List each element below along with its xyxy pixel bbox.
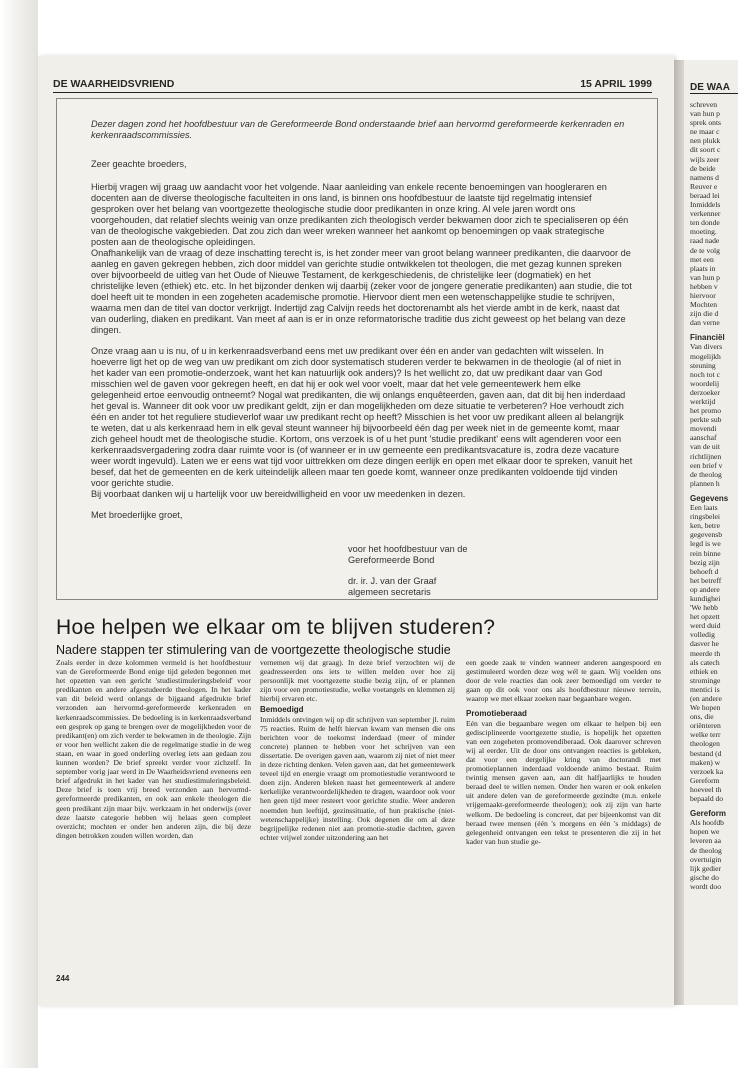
article-column-3: [466, 658, 661, 958]
next-page-line: ethiek en: [690, 666, 718, 676]
letter-greeting: Zeer geachte broeders,: [91, 159, 187, 169]
next-page-line: als catech: [690, 657, 720, 667]
next-page-line: moeting.: [690, 227, 717, 237]
next-page-line: van hun p: [690, 272, 720, 282]
next-page-line: 'We hebb: [690, 603, 718, 613]
article-title: Hoe helpen we elkaar om te blijven studeren?: [56, 616, 496, 639]
next-page-line: leveren aa: [690, 836, 721, 846]
next-page-line: strominge: [690, 675, 721, 685]
next-page-text: [690, 100, 738, 891]
next-page-line: (en andere: [690, 694, 722, 703]
article-column-1: [56, 658, 251, 958]
section-heading: Bemoedigd: [260, 705, 304, 715]
next-page-line: gegevensb: [690, 530, 723, 540]
next-page-line: verzoek ka: [690, 766, 724, 776]
next-page-line: mentici is: [690, 684, 720, 694]
letter-paragraph: Onze vraag aan u is nu, of u in kerkenraadsverband eens met uw predikant over één en ander van gedachten wilt wisselen. In hoeverre ligt het op de weg van uw predikant om zich door systematisch studeren verder te bekwamen in de theologie (al of niet in het kader van een promotie-onderzoek, want het kan natuurlijk ook anders)? Is het wellicht zo, dat uw predikant daar van God misschien wel de gaven voor gekregen heeft, en dat hij er ook wel voor voelt, maar dat het vele gemeentewerk hem elke gelegenheid ertoe eenvoudig ontneemt? Nogal wat predikanten, die wij onlangs enquêteerden, gaven aan, dat dit bij hen inderdaad het geval is. Wanneer dit ook voor uw predikant geldt, zijn er dan mogelijkheden om deze situatie te verbeteren? Hoe verhoudt zich één en ander tot het reguliere studieverlof waar uw predikant recht op heeft? Misschien is het voor uw predikant alleen al belangrijk te weten, dat u als kerkenraad hem in elk geval steunt wanneer hij bijvoorbeeld één dag per week niet in de gemeente komt, maar zich geheel houdt met de theologische studie. Kortom, ons verzoek is of u het punt 'studie predikant' eens wilt agenderen voor een kerkenraadsvergadering zodra daar ruimte voor is (of wanneer er in uw gemeente een predikantsvacature is, zodra deze vacature weer wordt ingevuld). Laten we er eens wat tijd voor uittrekken om deze dingen eerlijk en open met elkaar door te spreken, vanuit het besef, dat het de gemeenten en de kerk uiteindelijk alleen maar ten goede komt, wanneer onze predikanten voldoende tijd vinden voor gerichte studie.: [91, 346, 633, 488]
page-number: 244: [56, 974, 70, 983]
next-page-line: ken, betre: [690, 521, 720, 531]
next-page-heading: Financiël: [690, 333, 725, 343]
next-page-line: Een laats: [690, 503, 718, 513]
next-page-line: hoeveel th: [690, 784, 722, 794]
next-page-line: op andere: [690, 584, 720, 594]
next-page-line: ringsbelei: [690, 512, 720, 522]
next-page-line: rein binne: [690, 548, 721, 558]
next-page-line: Van divers: [690, 342, 723, 352]
next-page-line: We hopen: [690, 703, 721, 713]
next-page-line: hebben v: [690, 281, 718, 291]
section-heading: Promotieberaad: [466, 709, 527, 719]
next-page-line: de theolog: [690, 845, 722, 855]
article-column-2: [260, 658, 455, 958]
magazine-page: [38, 56, 674, 1006]
next-page-header: DE WAA: [690, 82, 738, 94]
next-page-line: het promo: [690, 406, 722, 416]
next-page-line: zijn die d: [690, 309, 719, 319]
letter-body: [91, 119, 633, 531]
next-page-line: ons, die: [690, 712, 714, 722]
next-page-line: behoeft d: [690, 566, 719, 576]
letter-signature: [348, 544, 468, 598]
next-page-line: van hun p: [690, 109, 720, 119]
next-page-line: aanschaf: [690, 433, 717, 443]
next-page-line: werd duid: [690, 621, 721, 631]
next-page-line: Als hoofdb: [690, 818, 724, 828]
next-page-line: meerde th: [690, 648, 721, 658]
page-header: [53, 78, 652, 93]
next-page-line: perkte sub: [690, 415, 722, 425]
next-page-line: dasver he: [690, 639, 719, 649]
column-text: Zoals eerder in deze kolommen vermeld is het hoofdbestuur van de Gereformeerde Bond enige tijd geleden begonnen met het opzetten van een gericht 'studiestimuleringsbeleid' voor predikanten en andere afgestudeerde theologen. In het kader van dit beleid werd onlangs de bijgaand afgedrukte brief verzonden aan hervormd-gereformeerde kerkenraden en kerkenraadscommissies. De bedoeling is in kerkenraadsverband een gesprek op gang te brengen over de mogelijkheden voor de predikant(en) om zich verder te bekwamen in de theologie. Zijn er voor hen wellicht zaken die de regelmatige studie in de weg staan, en waar in goed onderling overleg iets aan gedaan zou kunnen worden? De brief spreekt verder voor zichzelf. In september vorig jaar werd in De Waarheidsvriend eveneens een brief afgedrukt in het kader van het studiestimuleringsbeleid. Deze brief is toen vrij breed verzonden aan hervormd-gereformeerde predikanten, en ook aan enkele theologen die geen predikant zijn maar bijv. werkzaam in het onderwijs (over deze laatste categorie hebben wij helaas geen compleet overzicht; mochten er onder hen anderen zijn, die bij deze dingen betrokken zouden willen worden, dan: [56, 658, 251, 840]
next-page-line: de beide: [690, 163, 716, 173]
next-page-line: Inmiddels: [690, 200, 721, 210]
next-page-line: mogelijkh: [690, 351, 721, 361]
next-page-line: bezig zijn: [690, 557, 720, 567]
column-text: Eén van die begaanbare wegen om elkaar te helpen bij een gedisciplineerde voortgezette studie, is hopelijk het opzetten van een zogeheten promovendiberaad. Ook daarover schreven wij al eerder. Uit de door ons ontvangen reacties is gebleken, dat voor een dergelijke kring van doctorandi met promotieplannen inderdaad voldoende animo bestaat. Ruim twintig mensen gaven aan, aan dit halfjaarlijks te houden beraad deel te willen nemen. Onder hen waren er ook enkelen uit andere delen van de gereformeerde gezindte (m.n. enkele vrijgemaakt-gereformeerde theologen); ook zij zijn van harte welkom. De bedoeling is concreet, dat per bijeenkomst van dit beraad twee mensen (één 's morgens en één 's middags) de gelegenheid ontvangen een tekst te presenteren die zij in het kader van hun studie ge-: [466, 718, 661, 846]
next-page-line: woordelij: [690, 378, 720, 388]
next-page-line: plaats in: [690, 263, 716, 273]
publication-name: DE WAARHEIDSVRIEND: [53, 78, 175, 90]
next-page-line: bepaald do: [690, 794, 724, 804]
next-page-line: een brief v: [690, 460, 723, 470]
next-page-line: richtlijnen: [690, 451, 722, 461]
signature-title: algemeen secretaris: [348, 587, 431, 597]
next-page-line: dan verne: [690, 318, 720, 328]
next-page-line: overtuigin: [690, 854, 722, 864]
next-page-fragment: [684, 60, 738, 1005]
next-page-line: plannen h: [690, 478, 720, 488]
next-page-heading: Gegevens: [690, 493, 729, 503]
next-page-line: legd is we: [690, 539, 721, 549]
article-subtitle: Nadere stappen ter stimulering van de voortgezette theologische studie: [56, 643, 451, 657]
next-page-line: derzoeker: [690, 387, 720, 397]
next-page-line: hopen we: [690, 827, 720, 837]
next-page-line: gische do: [690, 872, 719, 882]
next-page-line: volledig: [690, 630, 715, 640]
next-page-line: van de uit: [690, 442, 720, 452]
book-gutter: [674, 60, 684, 1005]
next-page-line: dit soort c: [690, 145, 721, 155]
column-text: Inmiddels ontvingen wij op dit schrijven van september jl. ruim 75 reacties. Ruim de helft hiervan kwam van mensen die ons berichten voor de toekomst inderdaad (meer of minder concrete) plannen te hebben voor het schrijven van een dissertatie. De overigen gaven aan, waarom zij niet of niet meer in deze richting denken. Velen gaven aan, dat het gemeentewerk teveel tijd en energie vraagt om promotiestudie verantwoord te doen zijn. Anderen bleken naast het gemeentewerk al andere kerkelijke verantwoordelijkheden te dragen, waardoor ook voor hen geen tijd meer resteert voor gerichte studie. Weer anderen noemden hun leeftijd, gezinssituatie, of hun praktische (niet-wetenschappelijke) instelling. Ook degenen die om al deze begrijpelijke redenen niet aan promotie-studie dachten, gaven echter vrijwel zonder uitzondering aan het: [260, 714, 455, 842]
next-page-line: ten donde: [690, 218, 720, 228]
next-page-line: met een: [690, 254, 714, 264]
column-text: een goede zaak te vinden wanneer anderen aangespoord en gestimuleerd worden deze weg wél te gaan. Wij voelden ons door de vele reacties dan ook zeer bemoedigd om verder te gaan op dit ook voor ons als hoofdbestuur nieuwe terrein, waarop we met elkaar zoeken naar begaanbare wegen.: [466, 658, 661, 704]
next-page-line: het opzett: [690, 612, 720, 622]
next-page-line: wijls zeer: [690, 154, 720, 164]
letter-paragraph: Hierbij vragen wij graag uw aandacht voor het volgende. Naar aanleiding van enkele recente benoemingen van hoogleraren en docenten aan de diverse theologische faculteiten in ons land, is binnen ons hoofdbestuur de laatste tijd regelmatig intensief gesproken over het belang van voortgezette theologische studie door predikanten in onze kring. Al vele jaren wordt ons voorgehouden, dat relatief slechts weinig van onze predikanten zich theologisch verder bekwamen door zich te specialiseren op één van de theologische vakgebieden. Dat zou zich dan weer wreken wanneer het aankomt op benoemingen op vaak strategische posten aan de theologische opleidingen.: [91, 182, 629, 247]
letter-paragraph: Bij voorbaat danken wij u hartelijk voor uw bereidwilligheid en voor uw meedenken in dezen.: [91, 489, 466, 499]
next-page-line: wordt doo: [690, 881, 722, 891]
next-page-line: Reuver e: [690, 181, 718, 191]
signature-line: voor het hoofdbestuur van de: [348, 544, 468, 554]
next-page-line: verkenner: [690, 209, 721, 219]
letter-closing: Met broederlijke groet,: [91, 510, 183, 520]
next-page-line: de te volg: [690, 245, 720, 255]
next-page-line: Gereform: [690, 775, 720, 785]
letter-intro: Dezer dagen zond het hoofdbestuur van de Gereformeerde Bond onderstaande brief aan hervormd gereformeerde kerkenraden en kerkenraadscommissies.: [91, 119, 625, 140]
signature-line: Gereformeerde Bond: [348, 555, 435, 565]
signature-name: dr. ir. J. van der Graaf: [348, 576, 437, 586]
next-page-line: welke terr: [690, 730, 721, 740]
next-page-line: oriënteren: [690, 721, 721, 731]
letter-box: [56, 98, 658, 600]
next-page-line: noch tot c: [690, 369, 720, 379]
letter-paragraph: Onafhankelijk van de vraag of deze inschatting terecht is, is het zonder meer van groot belang wanneer predikanten, die daarvoor de aanleg en gaven gekregen hebben, zich door middel van gerichte studie ontwikkelen tot theologen, die met gezag kunnen spreken over bijvoorbeeld de uitleg van het Oude of Nieuwe Testament, de kerkgeschiedenis, de christelijke leer (dogmatiek) en het christelijke leven (ethiek) etc. etc. In het bijzonder denken wij daarbij (zeker voor de jongere generatie predikanten) aan studie, die tot doel heeft uit te monden in een zogeheten academische promotie. Hiervoor dient men een wetenschappelijke studie te schrijven, waarna men dan de titel van doctor verkrijgt. Indertijd zag Calvijn reeds het doctorenambt als het vierde ambt in de kerk, naast dat van ouderling, diaken en predikant. Van meet af aan is er in onze reformatorische traditie dus zicht geweest op het belang van deze dingen.: [91, 248, 632, 335]
next-page-line: nen plukk: [690, 136, 721, 146]
next-page-line: lijk gedier: [690, 863, 721, 873]
next-page-line: namens d: [690, 172, 719, 182]
next-page-line: steuning: [690, 360, 716, 370]
next-page-line: ne maar c: [690, 127, 720, 137]
next-page-line: kundighei: [690, 593, 721, 603]
next-page-line: de theolog: [690, 469, 722, 479]
column-text: vernemen wij dat graag). In deze brief verzochten wij de geadresseerden ons iets te willen melden over hoe zij persoonlijk met voortgezette studie bezig zijn, of er plannen zijn voor een promotiestudie, welke voetangels en klemmen zij hierbij ervaren etc.: [260, 658, 455, 704]
next-page-line: movendi: [690, 424, 717, 434]
next-page-line: schreven: [690, 100, 717, 109]
next-page-line: sprek onts: [690, 118, 722, 128]
next-page-line: beraad lei: [690, 190, 720, 200]
next-page-line: theologen: [690, 739, 720, 749]
issue-date: 15 APRIL 1999: [580, 78, 652, 90]
next-page-line: bestand (d: [690, 748, 722, 758]
next-page-line: werktijd: [690, 397, 716, 406]
scan-edge: [0, 0, 38, 1068]
next-page-line: Mochten: [690, 300, 717, 310]
next-page-line: het betreff: [690, 575, 722, 585]
next-page-line: maken) w: [690, 757, 721, 767]
next-page-heading: Gereform: [690, 809, 727, 819]
next-page-line: raad nade: [690, 236, 720, 246]
next-page-line: hiervoor: [690, 290, 716, 300]
